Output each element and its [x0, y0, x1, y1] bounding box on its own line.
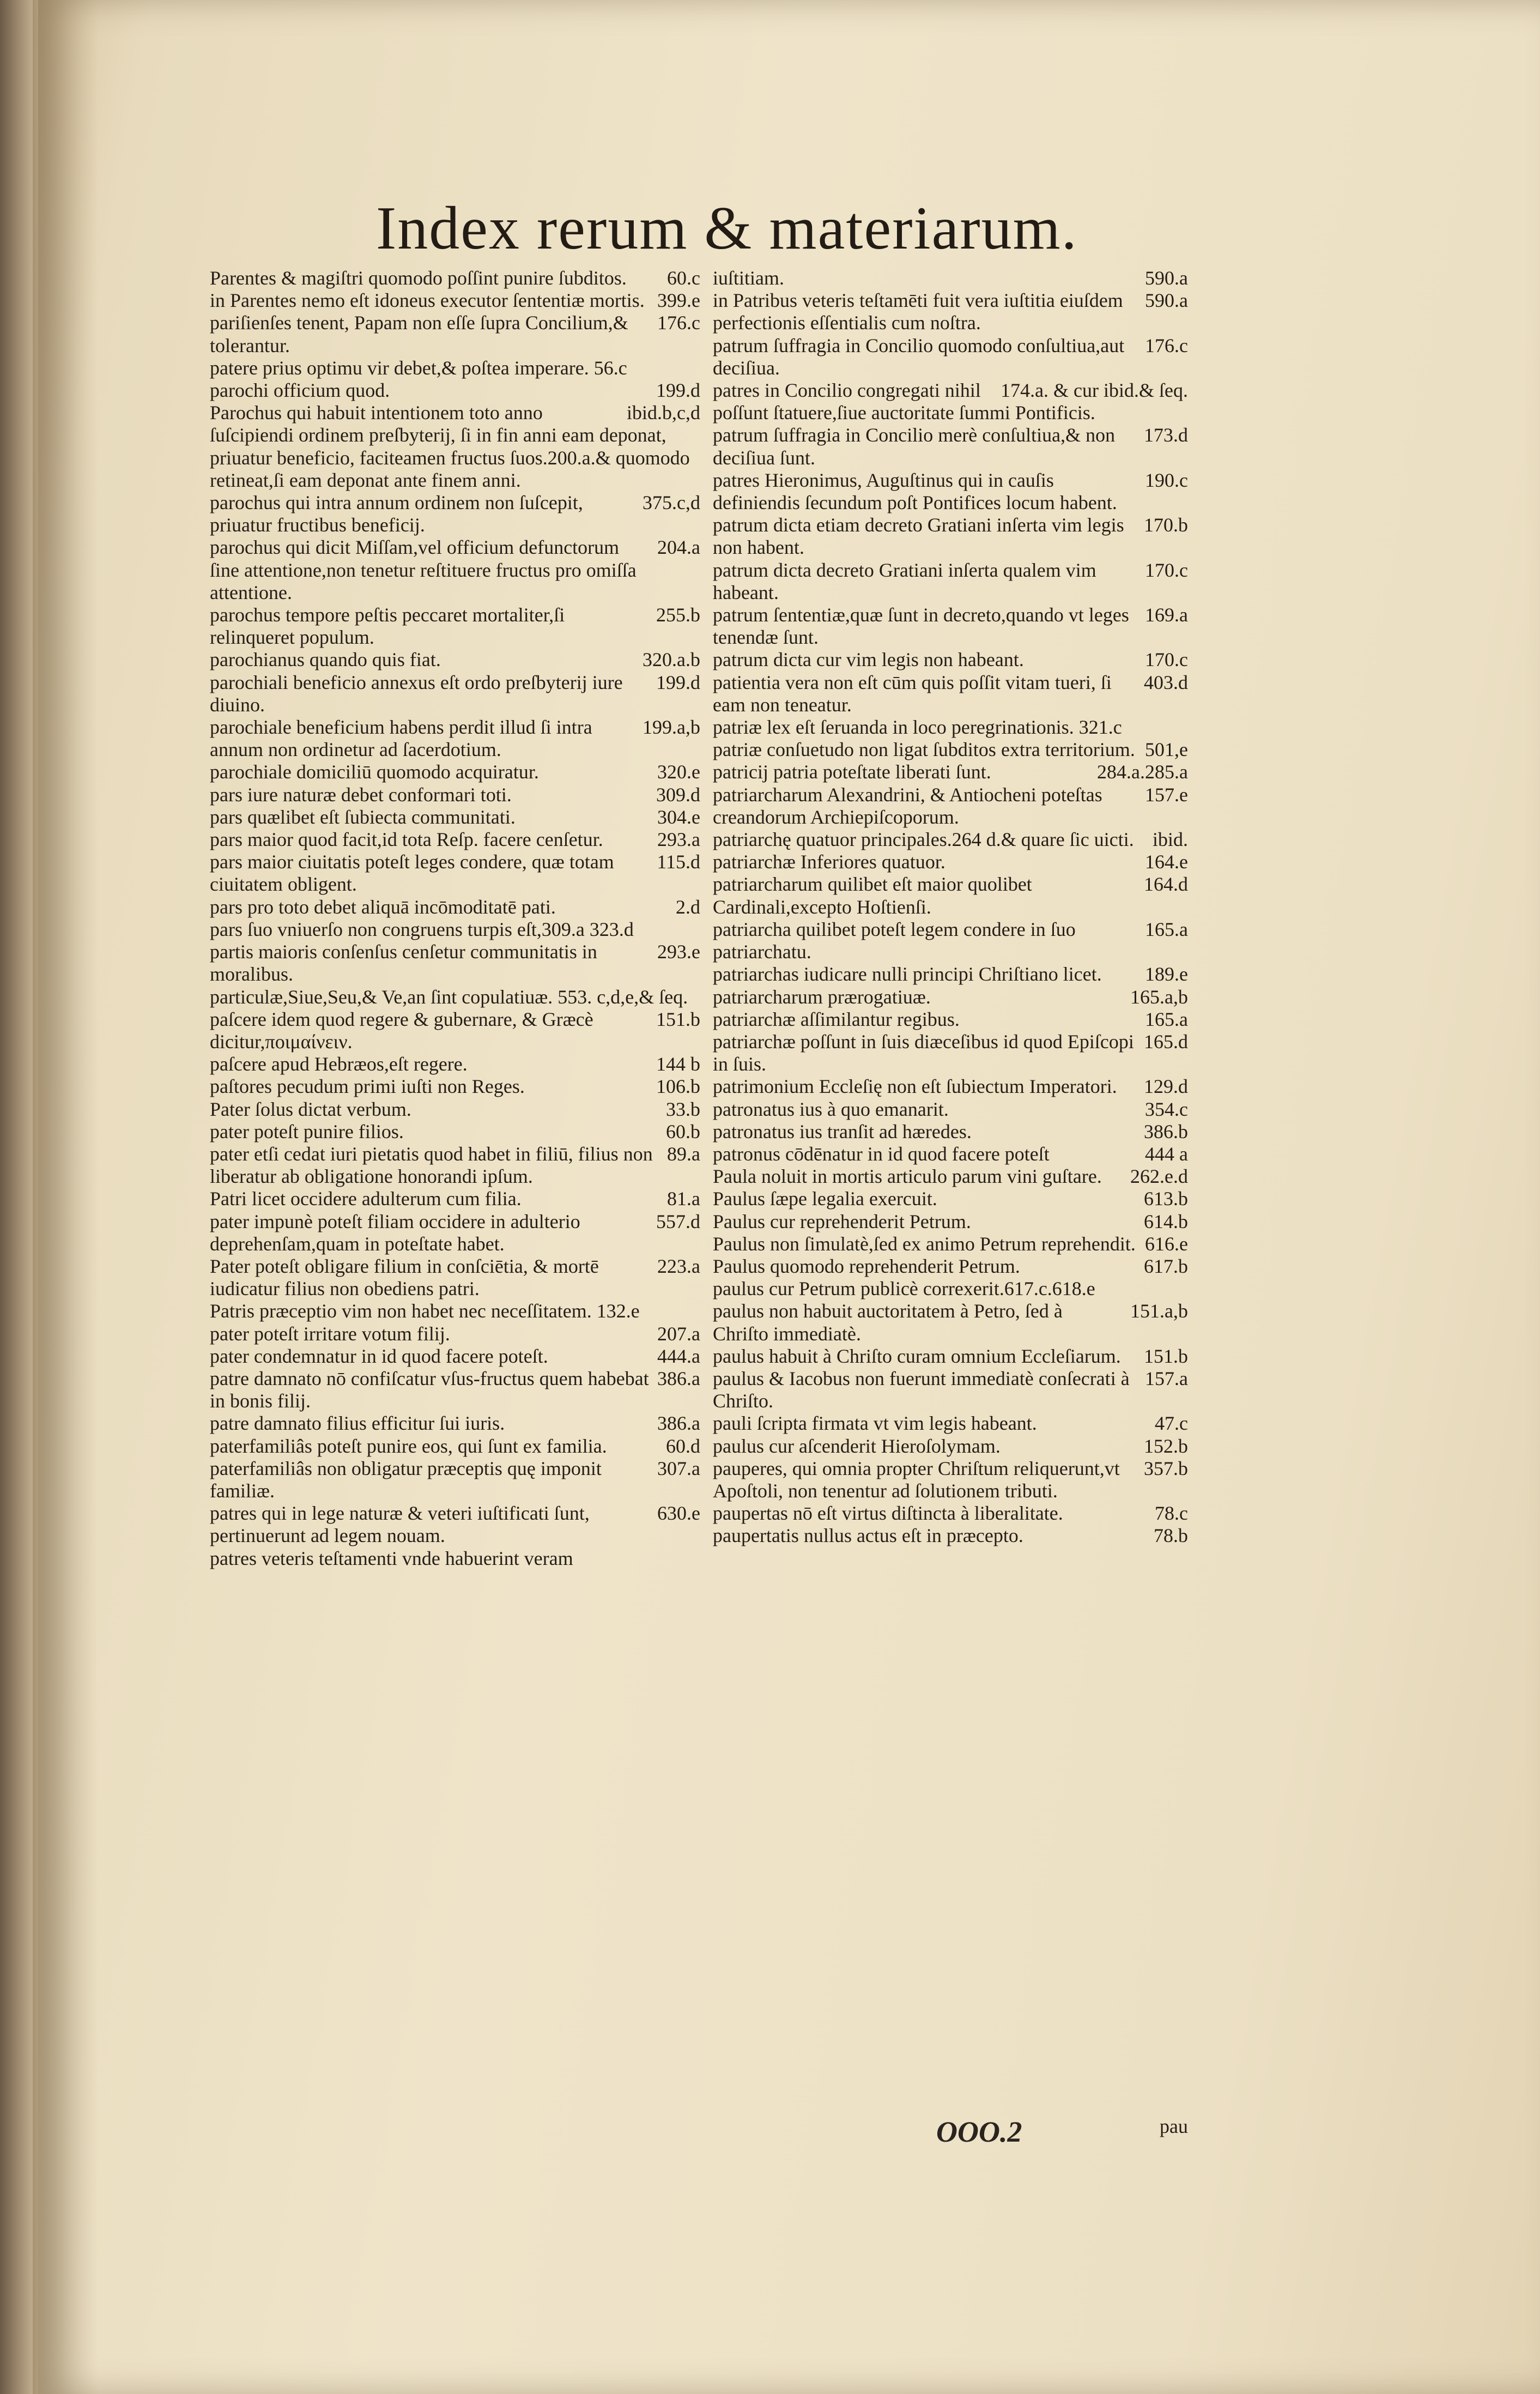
entry-page-ref: 307.a — [657, 1457, 700, 1479]
index-entry — [713, 784, 1188, 829]
index-entry — [713, 559, 1188, 604]
entry-text: Paulus ſæpe legalia exercuit. — [713, 1188, 937, 1210]
signature-mark: OOO.2 — [936, 2115, 1022, 2148]
index-entry — [713, 1211, 1188, 1233]
entry-page-ref: 78.b — [1154, 1525, 1188, 1547]
index-entry — [210, 896, 700, 918]
index-entry — [210, 1143, 700, 1188]
entry-text: parochiali beneficio annexus eſt ordo preſbyterij iure diuino. — [210, 671, 623, 716]
entry-text: particulæ,Siue,Seu,& Ve,an ſint copulatiuæ. 553. c,d,e,& ſeq. — [210, 986, 688, 1008]
entry-page-ref: 115.d — [657, 851, 700, 873]
entry-page-ref: 174.a. & cur ibid.& ſeq. — [1001, 379, 1188, 402]
entry-page-ref: 157.e — [1145, 783, 1188, 806]
entry-text: parochi officium quod. — [210, 379, 390, 402]
index-entry — [210, 357, 700, 379]
entry-page-ref: 590.a — [1145, 289, 1188, 312]
entry-text: patriarchæ Inferiores quatuor. — [713, 851, 945, 873]
entry-text: Pater poteſt obligare filium in conſciētia, & mortē iudicatur filius non obediens patri. — [210, 1255, 599, 1300]
entry-page-ref: 176.c — [657, 312, 700, 334]
entry-page-ref: 557.d — [656, 1210, 700, 1232]
index-entry — [210, 1435, 700, 1458]
entry-page-ref: 165.a,b — [1130, 986, 1188, 1008]
entry-page-ref: 151.a,b — [1130, 1300, 1188, 1322]
entry-text: pars pro toto debet aliquā incōmoditatē pati. — [210, 896, 556, 918]
entry-text: paterfamiliâs poteſt punire eos, qui ſunt ex familia. — [210, 1435, 607, 1457]
index-entry — [210, 1300, 700, 1322]
entry-text: patronatus ius à quo emanarit. — [713, 1098, 949, 1120]
entry-text: patres Hieronimus, Auguſtinus qui in cauſis definiendis ſecundum poſt Pontifices locum habent. — [713, 469, 1117, 514]
entry-page-ref: 199.a,b — [642, 716, 700, 739]
index-entry — [713, 672, 1188, 716]
index-entry — [713, 604, 1188, 649]
entry-page-ref: 60.c — [667, 267, 700, 289]
index-entry — [713, 716, 1188, 739]
entry-page-ref: 375.c,d — [642, 492, 700, 514]
entry-page-ref: 403.d — [1144, 671, 1188, 693]
entry-text: patrum dicta cur vim legis non habeant. — [713, 649, 1024, 671]
entry-text: paſcere apud Hebræos,eſt regere. — [210, 1053, 468, 1075]
entry-text: patriæ lex eſt ſeruanda in loco peregrinationis. 321.c — [713, 716, 1122, 739]
index-entry — [713, 379, 1188, 424]
entry-page-ref: 613.b — [1144, 1188, 1188, 1210]
index-entry — [210, 784, 700, 806]
entry-text: paulus cur aſcenderit Hieroſolymam. — [713, 1435, 1001, 1457]
entry-page-ref: 144 b — [656, 1053, 700, 1075]
index-entry — [713, 1075, 1188, 1098]
entry-text: Paulus quomodo reprehenderit Petrum. — [713, 1255, 1020, 1277]
entry-text: pater condemnatur in id quod facere poteſt. — [210, 1345, 548, 1367]
entry-page-ref: 204.a — [657, 536, 700, 559]
entry-text: paupertas nō eſt virtus diſtincta à liberalitate. — [713, 1502, 1063, 1525]
page-footer — [713, 2115, 1188, 2148]
index-entry — [713, 1255, 1188, 1278]
entry-text: pariſienſes tenent, Papam non eſſe ſupra Concilium,& tolerantur. — [210, 312, 628, 356]
index-entry — [210, 492, 700, 536]
entry-page-ref: 293.a — [657, 829, 700, 851]
entry-text: parochus qui dicit Miſſam,vel officium defunctorum ſine attentione,non tenetur reſtituere fructus pro omiſſa attentione. — [210, 536, 636, 603]
entry-text: partis maioris conſenſus cenſetur communitatis in moralibus. — [210, 941, 597, 986]
entry-page-ref: 386.b — [1144, 1120, 1188, 1142]
index-entry — [713, 1143, 1188, 1165]
entry-text: patriarcharum quilibet eſt maior quolibet Cardinali,excepto Hoſtienſi. — [713, 873, 1032, 918]
index-entry — [210, 716, 700, 761]
entry-page-ref: 354.c — [1145, 1098, 1188, 1120]
entry-page-ref: 320.e — [657, 761, 700, 783]
entry-text: paſcere idem quod regere & gubernare, & Græcè dicitur,ποιμαίνειν. — [210, 1008, 593, 1053]
entry-text: patriarcharum Alexandrini, & Antiocheni poteſtas creandorum Archiepiſcoporum. — [713, 783, 1102, 828]
entry-page-ref: 399.e — [657, 289, 700, 312]
entry-text: patrum dicta etiam decreto Gratiani inſerta vim legis non habent. — [713, 514, 1124, 559]
index-entry — [713, 851, 1188, 873]
index-entry — [210, 1121, 700, 1143]
index-entry — [210, 1008, 700, 1053]
index-entry — [713, 1368, 1188, 1412]
entry-text: pars maior ciuitatis poteſt leges condere, quæ totam ciuitatem obligent. — [210, 851, 614, 896]
index-entry — [713, 1278, 1188, 1300]
index-entry — [713, 1458, 1188, 1502]
index-entry — [210, 267, 700, 289]
entry-page-ref: 81.a — [667, 1188, 700, 1210]
index-entry — [713, 1502, 1188, 1525]
entry-page-ref: 157.a — [1145, 1367, 1188, 1389]
index-entry — [713, 1412, 1188, 1435]
index-entry — [210, 672, 700, 716]
entry-page-ref: 60.b — [666, 1120, 700, 1142]
entry-text: paſtores pecudum primi iuſti non Reges. — [210, 1075, 525, 1098]
index-entry — [713, 514, 1188, 559]
entry-text: patientia vera non eſt cūm quis poſſit vitam tueri, ſi eam non teneatur. — [713, 671, 1112, 716]
entry-page-ref: 60.d — [666, 1435, 700, 1457]
entry-text: parochus qui intra annum ordinem non ſuſcepit, priuatur fructibus beneficij. — [210, 492, 583, 536]
entry-text: pater poteſt irritare votum filij. — [210, 1322, 450, 1345]
index-entry — [713, 289, 1188, 334]
entry-text: paulus & Iacobus non fuerunt immediatè conſecrati à Chriſto. — [713, 1367, 1130, 1412]
index-entry — [713, 873, 1188, 918]
index-entry — [210, 604, 700, 649]
entry-text: Pater ſolus dictat verbum. — [210, 1098, 411, 1120]
index-entry — [210, 829, 700, 851]
entry-page-ref: 170.b — [1144, 514, 1188, 536]
entry-page-ref: 255.b — [656, 604, 700, 626]
index-entry — [210, 289, 700, 312]
index-entry — [713, 829, 1188, 851]
index-entry — [210, 986, 700, 1008]
index-entry — [713, 1525, 1188, 1547]
index-entry — [210, 1458, 700, 1502]
entry-page-ref: 386.a — [657, 1412, 700, 1435]
entry-page-ref: 320.a.b — [642, 649, 700, 671]
entry-text: patres qui in lege naturæ & veteri iuſtificati ſunt, pertinuerunt ad legem nouam. — [210, 1502, 590, 1547]
entry-page-ref: 590.a — [1145, 267, 1188, 289]
index-entry — [210, 402, 700, 492]
entry-text: paupertatis nullus actus eſt in præcepto. — [713, 1525, 1023, 1547]
entry-text: paulus habuit à Chriſto curam omnium Eccleſiarum. — [713, 1345, 1121, 1367]
entry-page-ref: 207.a — [657, 1322, 700, 1345]
index-entry — [210, 1345, 700, 1368]
index-entry — [210, 312, 700, 356]
entry-text: Patri licet occidere adulterum cum filia. — [210, 1188, 522, 1210]
entry-page-ref: 189.e — [1145, 963, 1188, 986]
entry-page-ref: 129.d — [1144, 1075, 1188, 1098]
index-entry — [210, 1547, 700, 1570]
entry-page-ref: ibid.b,c,d — [627, 402, 700, 424]
entry-text: patriarchę quatuor principales.264 d.& quare ſic uicti. — [713, 829, 1134, 851]
entry-page-ref: 293.e — [657, 941, 700, 963]
index-entry — [713, 469, 1188, 514]
gutter-shadow — [33, 0, 98, 2394]
index-entry — [210, 1211, 700, 1255]
entry-page-ref: 170.c — [1145, 649, 1188, 671]
index-entry — [713, 761, 1188, 783]
index-entry — [713, 963, 1188, 986]
index-entry — [210, 1255, 700, 1300]
entry-text: patriarchæ aſſimilantur regibus. — [713, 1008, 960, 1030]
index-entry — [713, 1008, 1188, 1031]
entry-text: pater impunè poteſt filiam occidere in adulterio deprehenſam,quam in poteſtate habet. — [210, 1210, 580, 1255]
index-entry — [713, 1165, 1188, 1188]
entry-text: Paula noluit in mortis articulo parum vini guſtare. — [713, 1165, 1102, 1188]
entry-page-ref: 164.d — [1144, 873, 1188, 896]
entry-text: patriarchas iudicare nulli principi Chriſtiano licet. — [713, 963, 1102, 986]
entry-text: patricij patria poteſtate liberati ſunt. — [713, 761, 991, 783]
entry-text: parochiale beneficium habens perdit illud ſi intra annum non ordinetur ad ſacerdotium. — [210, 716, 592, 761]
entry-text: patrum ſuffragia in Concilio quomodo conſultiua,aut deciſiua. — [713, 334, 1125, 379]
entry-page-ref: 199.d — [656, 379, 700, 402]
entry-page-ref: 614.b — [1144, 1210, 1188, 1232]
entry-page-ref: 176.c — [1145, 334, 1188, 356]
entry-text: pars maior quod facit,id tota Reſp. facere cenſetur. — [210, 829, 603, 851]
entry-text: in Patribus veteris teſtamēti fuit vera iuſtitia eiuſdem perfectionis eſſentialis cum noſtra. — [713, 289, 1123, 334]
index-entry — [210, 1502, 700, 1547]
entry-page-ref: 78.c — [1155, 1502, 1188, 1525]
index-entry — [713, 918, 1188, 963]
entry-text: patronus cōdēnatur in id quod facere poteſt — [713, 1142, 1050, 1165]
index-entry — [713, 1233, 1188, 1255]
entry-page-ref: 617.b — [1144, 1255, 1188, 1277]
catchword: pau — [1160, 2115, 1188, 2137]
index-entry — [210, 941, 700, 986]
index-entry — [713, 1098, 1188, 1121]
index-column-right — [713, 267, 1188, 1547]
entry-page-ref: 89.a — [667, 1142, 700, 1165]
index-entry — [210, 379, 700, 402]
entry-text: patrimonium Eccleſię non eſt ſubiectum Imperatori. — [713, 1075, 1117, 1098]
entry-page-ref: 165.d — [1144, 1030, 1188, 1053]
index-entry — [713, 1188, 1188, 1210]
entry-text: pars quælibet eſt ſubiecta communitati. — [210, 806, 516, 828]
entry-text: paulus cur Petrum publicè correxerit.617.c.618.e — [713, 1278, 1095, 1300]
index-entry — [713, 649, 1188, 671]
index-entry — [713, 986, 1188, 1008]
entry-text: parochus tempore peſtis peccaret mortaliter,ſi relinqueret populum. — [210, 604, 565, 649]
entry-text: paterfamiliâs non obligatur præceptis quę imponit familiæ. — [210, 1457, 602, 1502]
entry-text: patronatus ius tranſit ad hæredes. — [713, 1120, 972, 1142]
entry-page-ref: 444 a — [1145, 1142, 1188, 1165]
index-entry — [713, 1300, 1188, 1345]
entry-page-ref: 501,e — [1145, 739, 1188, 761]
entry-text: Parentes & magiſtri quomodo poſſint punire ſubditos. — [210, 267, 627, 289]
entry-page-ref: 304.e — [657, 806, 700, 828]
index-entry — [210, 851, 700, 896]
entry-text: Parochus qui habuit intentionem toto anno ſuſcipiendi ordinem preſbyterij, ſi in fin anni eam deponat, priuatur beneficio, faciteamen fructus ſuos.200.a.& quomodo retineat,ſi eam deponat ante finem anni. — [210, 402, 690, 491]
entry-page-ref: 106.b — [656, 1075, 700, 1098]
entry-page-ref: 444.a — [657, 1345, 700, 1367]
entry-page-ref: 173.d — [1144, 424, 1188, 446]
index-entry — [713, 424, 1188, 469]
entry-text: patriarcharum prærogatiuæ. — [713, 986, 931, 1008]
index-entry — [713, 1031, 1188, 1075]
index-entry — [210, 806, 700, 829]
entry-text: pauperes, qui omnia propter Chriſtum reliquerunt,vt Apoſtoli, non tenentur ad ſolutionem tributi. — [713, 1457, 1120, 1502]
entry-page-ref: 262.e.d — [1130, 1165, 1188, 1188]
entry-text: patriarcha quilibet poteſt legem condere in ſuo patriarchatu. — [713, 918, 1076, 963]
index-entry — [713, 1121, 1188, 1143]
index-entry — [210, 536, 700, 604]
entry-text: Paulus cur reprehenderit Petrum. — [713, 1210, 971, 1232]
index-entry — [210, 1368, 700, 1412]
index-entry — [210, 1098, 700, 1121]
index-entry — [713, 739, 1188, 761]
entry-page-ref: ibid. — [1152, 829, 1188, 851]
entry-text: in Parentes nemo eſt idoneus executor ſententiæ mortis. — [210, 289, 645, 312]
entry-page-ref: 190.c — [1145, 469, 1188, 491]
entry-page-ref: 357.b — [1144, 1457, 1188, 1479]
index-entry — [210, 1323, 700, 1345]
index-entry — [210, 1053, 700, 1075]
index-column-left — [210, 267, 700, 1570]
index-entry — [713, 335, 1188, 379]
index-entry — [210, 649, 700, 671]
entry-text: Patris præceptio vim non habet nec neceſſitatem. 132.e — [210, 1300, 640, 1322]
entry-page-ref: 616.e — [1145, 1232, 1188, 1255]
entry-text: pars iure naturæ debet conformari toti. — [210, 783, 512, 806]
entry-text: patere prius optimu vir debet,& poſtea imperare. 56.c — [210, 356, 627, 379]
entry-text: patriarchæ poſſunt in ſuis diæceſibus id quod Epiſcopi in ſuis. — [713, 1030, 1134, 1075]
entry-text: patre damnato filius efficitur ſui iuris. — [210, 1412, 505, 1435]
index-entry — [713, 1435, 1188, 1458]
entry-text: pauli ſcripta firmata vt vim legis habeant. — [713, 1412, 1037, 1435]
entry-text: pars ſuo vniuerſo non congruens turpis eſt,309.a 323.d — [210, 918, 634, 940]
entry-page-ref: 386.a — [657, 1367, 700, 1389]
index-entry — [713, 267, 1188, 289]
entry-text: patres veteris teſtamenti vnde habuerint veram — [210, 1547, 573, 1569]
index-entry — [210, 1188, 700, 1210]
entry-page-ref: 152.b — [1144, 1435, 1188, 1457]
page-title: Index rerum & materiarum. — [376, 195, 1078, 262]
entry-page-ref: 165.a — [1145, 918, 1188, 940]
entry-text: pater etſi cedat iuri pietatis quod habet in filiū, filius non liberatur ab obligatione honorandi ipſum. — [210, 1142, 653, 1188]
entry-text: Paulus non ſimulatè,ſed ex animo Petrum reprehendit. — [713, 1232, 1136, 1255]
entry-page-ref: 47.c — [1155, 1412, 1188, 1435]
index-entry — [713, 1345, 1188, 1368]
entry-text: patrum ſuffragia in Concilio merè conſultiua,& non deciſiua ſunt. — [713, 424, 1115, 469]
entry-text: patrum ſententiæ,quæ ſunt in decreto,quando vt leges tenendæ ſunt. — [713, 604, 1129, 649]
entry-text: parochiale domiciliū quomodo acquiratur. — [210, 761, 539, 783]
entry-text: iuſtitiam. — [713, 267, 784, 289]
entry-page-ref: 33.b — [666, 1098, 700, 1120]
entry-text: patres in Concilio congregati nihil poſſunt ſtatuere,ſiue auctoritate ſummi Pontificis. — [713, 379, 1095, 424]
entry-text: patriæ conſuetudo non ligat ſubditos extra territorium. — [713, 739, 1135, 761]
entry-text: patrum dicta decreto Gratiani inſerta qualem vim habeant. — [713, 559, 1096, 603]
entry-text: patre damnato nō confiſcatur vſus-fructus quem habebat in bonis filij. — [210, 1367, 649, 1412]
entry-text: parochianus quando quis fiat. — [210, 649, 441, 671]
entry-text: paulus non habuit auctoritatem à Petro, ſed à Chriſto immediatè. — [713, 1300, 1063, 1345]
entry-page-ref: 169.a — [1145, 604, 1188, 626]
entry-page-ref: 630.e — [657, 1502, 700, 1525]
entry-page-ref: 223.a — [657, 1255, 700, 1277]
index-entry — [210, 1075, 700, 1098]
entry-page-ref: 165.a — [1145, 1008, 1188, 1030]
index-entry — [210, 918, 700, 941]
entry-text: pater poteſt punire filios. — [210, 1120, 404, 1142]
entry-page-ref: 199.d — [656, 671, 700, 693]
entry-page-ref: 284.a.285.a — [1097, 761, 1188, 783]
entry-page-ref: 309.d — [656, 783, 700, 806]
entry-page-ref: 2.d — [676, 896, 700, 918]
entry-page-ref: 151.b — [656, 1008, 700, 1030]
entry-page-ref: 170.c — [1145, 559, 1188, 581]
entry-page-ref: 164.e — [1145, 851, 1188, 873]
index-entry — [210, 761, 700, 783]
index-entry — [210, 1412, 700, 1435]
entry-page-ref: 151.b — [1144, 1345, 1188, 1367]
